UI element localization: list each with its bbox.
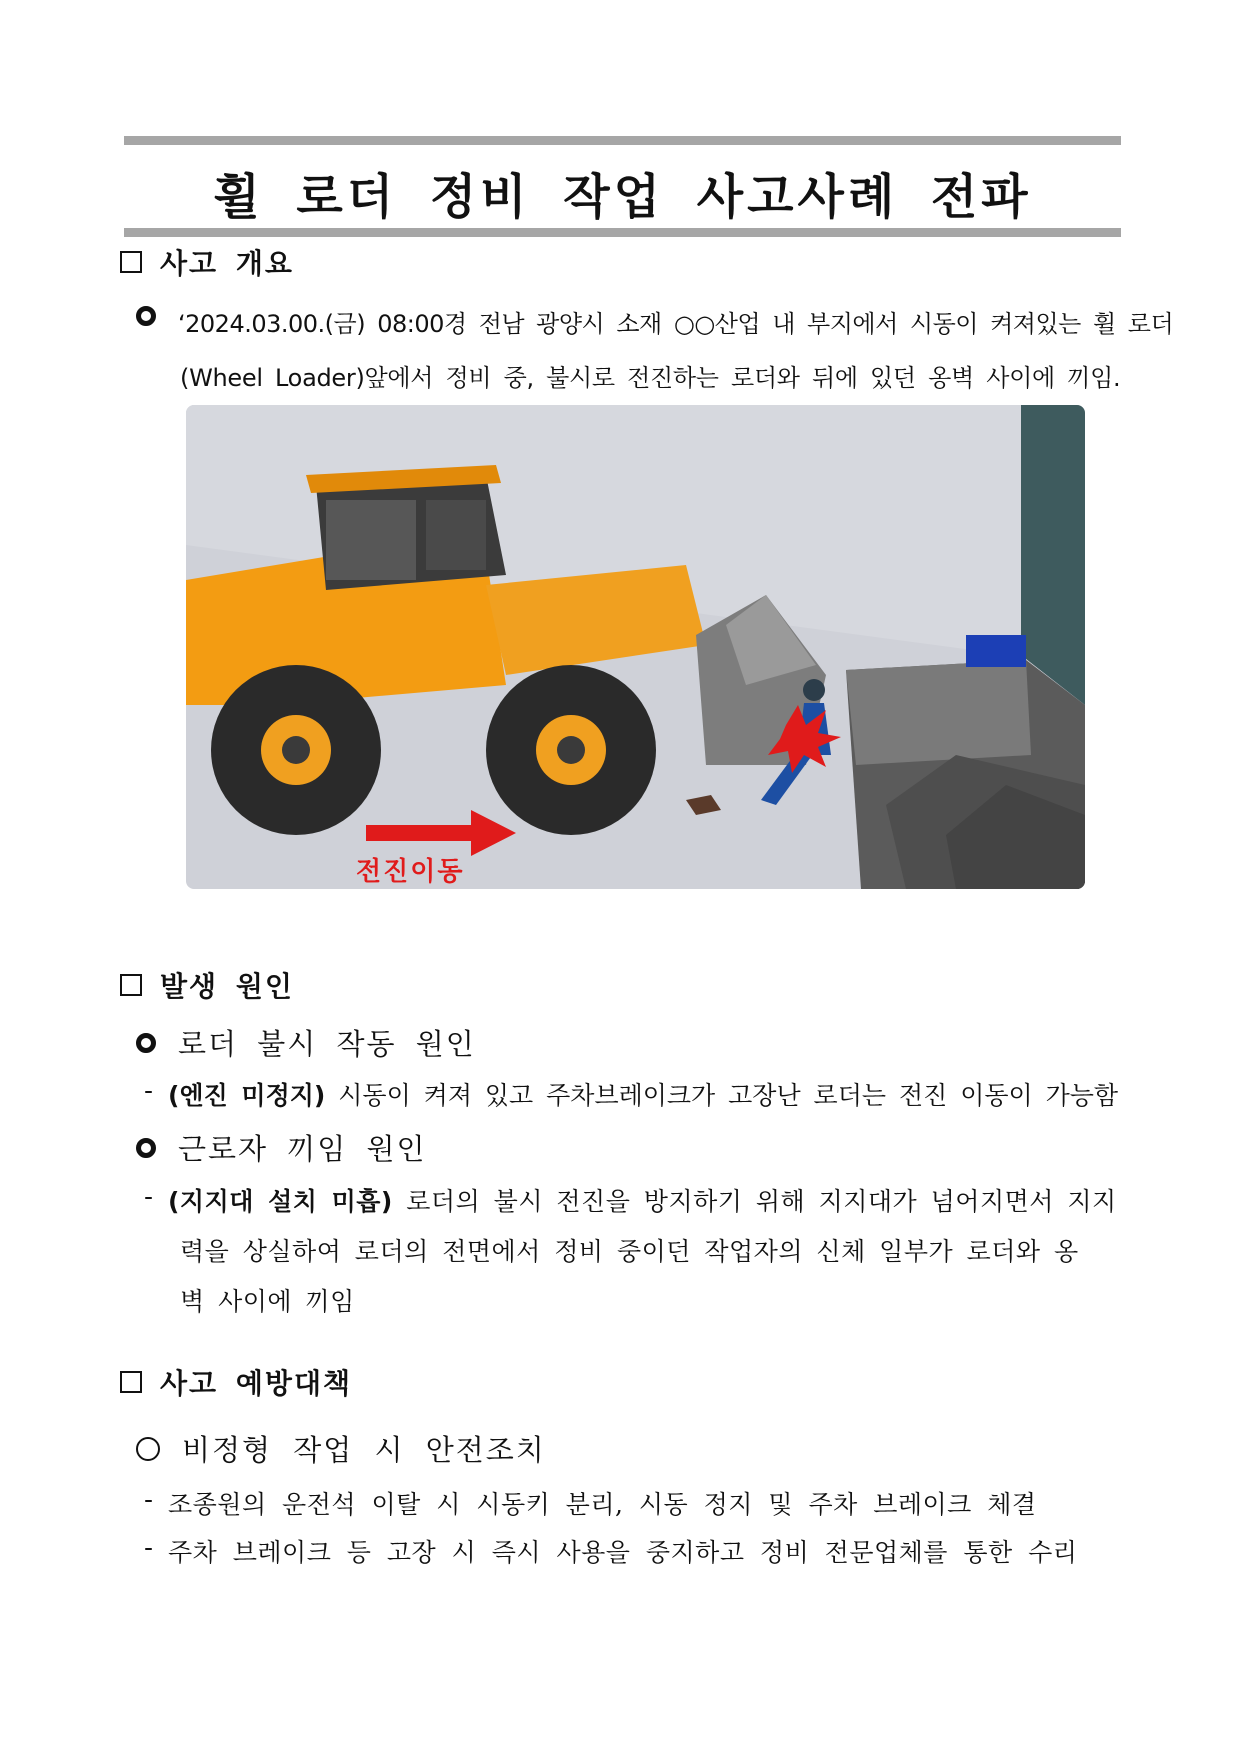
section-causes-heading <box>120 965 294 1005</box>
cause-item-2-title: 근로자 끼임 원인 <box>178 1132 427 1166</box>
prevention-line-1: 조종원의 운전석 이탈 시 시동키 분리, 시동 정지 및 주차 브레이크 체결 <box>168 1490 1037 1519</box>
checkbox-square-icon <box>120 251 142 273</box>
overview-line-1: ‘2024.03.00.(금) 08:00경 전남 광양시 소재 ○○산업 내 부지에서 시동이 켜져있는 휠 로더 <box>178 310 1174 338</box>
cause-item-1 <box>136 1022 476 1063</box>
checkbox-square-icon <box>120 974 142 996</box>
cause-item-2-detail-text-1: 로더의 불시 전진을 방지하기 위해 지지대가 넘어지면서 지지 <box>406 1187 1117 1216</box>
overview-line-2: (Wheel Loader)앞에서 정비 중, 불시로 전진하는 로더와 뒤에 있던 옹벽 사이에 끼임. <box>180 364 1121 392</box>
cause-item-1-title: 로더 불시 작동 원인 <box>178 1027 476 1061</box>
section-overview-heading <box>120 242 294 282</box>
section-causes-title: 발생 원인 <box>160 970 294 1003</box>
prevention-item-title: 비정형 작업 시 안전조치 <box>182 1433 546 1467</box>
cause-item-1-detail-text: 시동이 켜져 있고 주차브레이크가 고장난 로더는 전진 이동이 가능함 <box>338 1081 1119 1110</box>
dash-marker: - <box>144 1533 154 1562</box>
cause-item-2-detail-line-3: 벽 사이에 끼임 <box>180 1287 355 1316</box>
prevention-item <box>136 1428 546 1469</box>
cause-item-1-detail-bold: (엔진 미정지) <box>168 1081 326 1110</box>
cause-item-2-detail-line-1 <box>168 1182 1117 1218</box>
title-top-rule <box>124 136 1121 145</box>
document-title: 휠 로더 정비 작업 사고사례 전파 <box>213 169 1032 225</box>
bullet-circle-icon <box>136 306 156 326</box>
section-prevention-title: 사고 예방대책 <box>160 1367 353 1400</box>
bullet-circle-outline-icon <box>136 1437 160 1461</box>
bullet-circle-icon <box>136 1033 156 1053</box>
cause-item-2-detail-line-2: 력을 상실하여 로더의 전면에서 정비 중이던 작업자의 신체 일부가 로더와 옹 <box>180 1237 1079 1266</box>
overview-bullet <box>136 306 178 326</box>
dash-marker: - <box>144 1076 154 1105</box>
checkbox-square-icon <box>120 1371 142 1393</box>
cause-item-2-detail-bold: (지지대 설치 미흡) <box>168 1187 393 1216</box>
bullet-circle-icon <box>136 1138 156 1158</box>
illustration-label: 전진이동 <box>356 857 465 887</box>
cause-item-2 <box>136 1127 427 1168</box>
dash-marker: - <box>144 1182 154 1211</box>
title-bottom-rule <box>124 228 1121 237</box>
dash-marker: - <box>144 1485 154 1514</box>
cause-item-1-detail <box>168 1076 1118 1112</box>
accident-illustration <box>186 405 1085 889</box>
section-prevention-heading <box>120 1362 352 1402</box>
section-overview-title: 사고 개요 <box>160 247 294 280</box>
prevention-line-2: 주차 브레이크 등 고장 시 즉시 사용을 중지하고 정비 전문업체를 통한 수리 <box>168 1538 1078 1567</box>
